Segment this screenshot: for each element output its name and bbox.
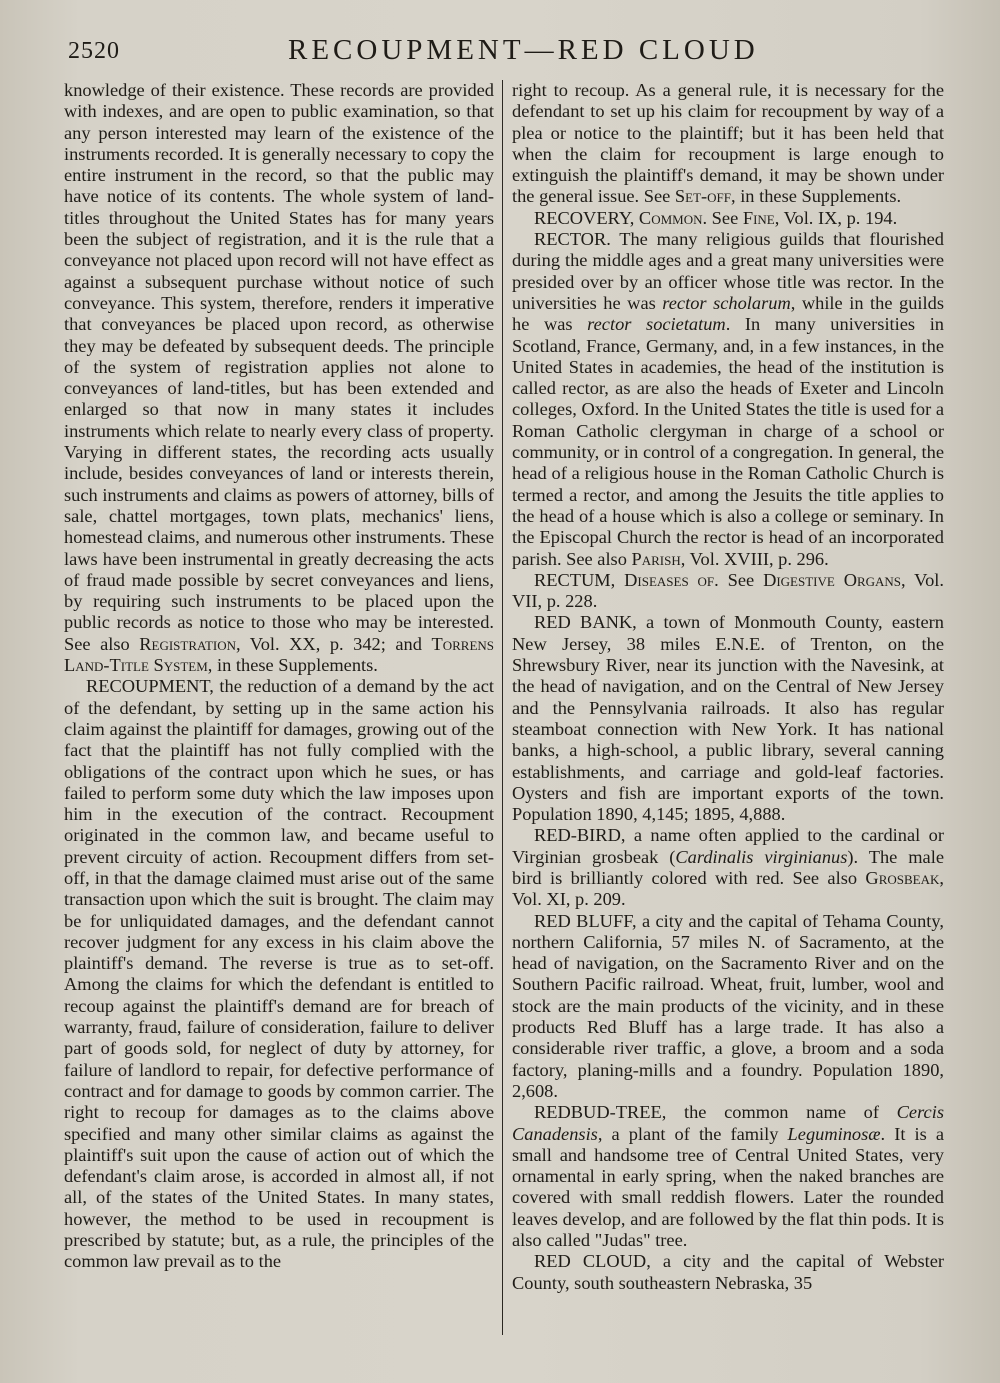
italic-term: Leguminosæ [787, 1123, 881, 1144]
right-column [512, 80, 944, 1294]
cross-reference: Registration [139, 633, 237, 654]
text-run: RED BANK, a town of Monmouth County, eastern New Jersey, 38 miles E.N.E. of Trenton, on the Shrewsbury River, near its junction with the Navesink, at the head of navigation, and on the Central of New Jersey and the Pennsylvania railroads. It also has regular steamboat connection with New York. It has national banks, a high-school, a public library, several canning establishments, and carriage and gold-leaf factories. Oysters and fish are important exports of the town. Population 1890, 4,145; 1895, 4,888. [512, 612, 944, 825]
cross-reference: Fine [742, 207, 775, 228]
italic-term: Cercis Canadensis [512, 1102, 944, 1144]
page-number: 2520 [68, 38, 120, 64]
text-run: right to recoup. As a general rule, it is necessary for the defendant to set up his claim for recoupment by way of a plea or notice to the plaintiff; but it has been held that when the claim for recoupment is large enough to extinguish the plaintiff's demand, it may be shown under the general issue. See [512, 80, 944, 207]
article-continuation [64, 80, 494, 676]
article-entry [512, 208, 944, 229]
text-run: , while in the guilds he was [512, 292, 944, 335]
article-entry [512, 612, 944, 825]
article-entry [512, 1102, 944, 1251]
text-run: , Vol. IX, p. 194. [774, 207, 898, 228]
text-run: RECOUPMENT, the reduction of a demand by the act of the defendant, by setting up in the same action his claim against the plaintiff for damages, growing out of the fact that the plaintiff has not fully complied with the obligations of the contract upon which he sues, or has failed to perform some duty which the law imposes upon him in the execution of the contract. Recoupment originated in the common law, and became useful to prevent circuity of action. Recoupment differs from set-off, in that the damage claimed must arise out of the same transaction upon which the suit is brought. The claim may be for unliquidated damages, and the defendant cannot recover judgment for any excess in his claim above the plaintiff's demand. The reverse is true as to set-off. Among the claims for which the defendant is entitled to recoup against the plaintiff's demand are for breach of warranty, fraud, failure of consideration, failure to deliver part of goods sold, for neglect of duty by attorney, for failure of landlord to repair, for defective performance of contract and for damage to goods by common carrier. The right to recoup for damages as to the claims above specified and many other similar claims as against the plaintiff's suit upon the cause of action out of which the defendant's claim arose, is accorded in almost all, if not all, of the states of the United States. In many states, however, the method to be used in recoupment is prescribed by statute; but, as a rule, the principles of the common law prevail as to the [64, 676, 494, 1272]
cross-reference: Diseases of [624, 569, 715, 590]
italic-term: Cardinalis virginianus [675, 846, 848, 867]
article-entry [512, 911, 944, 1103]
article-entry [64, 676, 494, 1272]
cross-reference: Set-off [674, 186, 731, 207]
text-run: , a plant of the family [597, 1123, 788, 1144]
cross-reference: Torrens Land-Title System [64, 633, 495, 676]
article-entry [512, 570, 944, 613]
text-run: knowledge of their existence. These records are provided with indexes, and are open to public examination, so that any person interested may learn of the existence of the instruments recorded. It is generally necessary to copy the entire instrument in the record, so that the public may have notice of its contents. The whole system of land-titles throughout the United States has for many years been the subject of registration, and it is the rule that a conveyance not placed upon record will not have effect as against a subsequent purchase without notice of such conveyance. This system, therefore, renders it imperative that conveyances be placed upon record, as otherwise they may be defeated by subsequent deeds. The principle of the system of registration applies not alone to conveyances of land-titles, but has been extended and enlarged so that now in many states it includes instruments which relate to nearly every class of property. Varying in different states, the recording acts usually include, besides conveyances of land or interests therein, such instruments and claims as powers of attorney, bills of sale, chattel mortgages, town plats, mechanics' liens, homestead claims, and numerous other instruments. These laws have been instrumental in greatly decreasing the acts of fraud made possible by secret conveyances and liens, by requiring such instruments to be placed upon the public records as notice to those who may be interested. See also [64, 80, 494, 654]
running-head: RECOUPMENT—RED CLOUD [288, 34, 759, 66]
column-divider [502, 80, 503, 1335]
article-entry [512, 1251, 944, 1294]
text-run: , in these Supplements. [207, 655, 378, 676]
text-run: RECTOR. The many religious guilds that flourished during the middle ages and a great many universities were presided over by an officer whose title was rector. In the universities he was [512, 229, 944, 313]
text-run: . See [714, 569, 764, 590]
text-run: . See [702, 207, 743, 228]
cross-reference: Digestive Organs [763, 569, 902, 590]
article-entry [512, 825, 944, 910]
article-continuation [512, 80, 944, 208]
cross-reference: Grosbeak [865, 867, 940, 888]
italic-term: rector societatum [587, 314, 726, 335]
text-run: , in these Supplements. [731, 186, 902, 207]
text-run: RED BLUFF, a city and the capital of Tehama County, northern California, 57 miles N. of Sacramento, at the head of navigation, on the Sacramento River and on the Southern Pacific railroad. Wheat, fruit, lumber, wool and stock are the main products of the vicinity, and in these products Red Bluff has a large trade. It has also a considerable river traffic, a glove, a broom and a soda factory, planing-mills and a foundry. Population 1890, 2,608. [512, 910, 944, 1101]
text-run: ). The male bird is brilliantly colored with red. See also [512, 846, 944, 888]
text-run: REDBUD-TREE, the common name of [534, 1102, 897, 1123]
text-run: , Vol. VII, p. 228. [512, 569, 944, 612]
text-run: RECOVERY, [534, 207, 639, 228]
text-run: , Vol. XX, p. 342; and [236, 633, 432, 654]
left-column [64, 80, 494, 1273]
cross-reference: Common [638, 207, 703, 228]
text-run: . It is a small and handsome tree of Central United States, very ornamental in early spring, when the naked branches are covered with small reddish flowers. Later the rounded leaves develop, and are followed by the flat thin pods. It is also called "Judas" tree. [512, 1123, 944, 1251]
cross-reference: Parish [631, 548, 681, 569]
page-header [68, 34, 948, 74]
text-run: RED-BIRD, a name often applied to the cardinal or Virginian grosbeak ( [512, 825, 944, 867]
text-run: , Vol. XVIII, p. 296. [680, 548, 829, 569]
text-run: . In many universities in Scotland, France, Germany, and, in a few instances, in the United States in academies, the head of the institution is called rector, as are also the heads of Exeter and Lincoln colleges, Oxford. In the United States the title is used for a Roman Catholic clergyman in charge of a school or community, or in control of a congregation. In general, the head of a religious house in the Roman Catholic Church is termed a rector, and among the Jesuits the title applies to the head of a house which is also a college or seminary. In the Episcopal Church the rector is head of an incorporated parish. See also [512, 314, 944, 569]
text-run: , Vol. XI, p. 209. [512, 867, 944, 910]
italic-term: rector scholarum [662, 292, 791, 313]
article-entry [512, 229, 944, 570]
text-run: RED CLOUD, a city and the capital of Webster County, south southeastern Nebraska, 35 [512, 1251, 944, 1293]
text-run: RECTUM, [534, 569, 625, 590]
